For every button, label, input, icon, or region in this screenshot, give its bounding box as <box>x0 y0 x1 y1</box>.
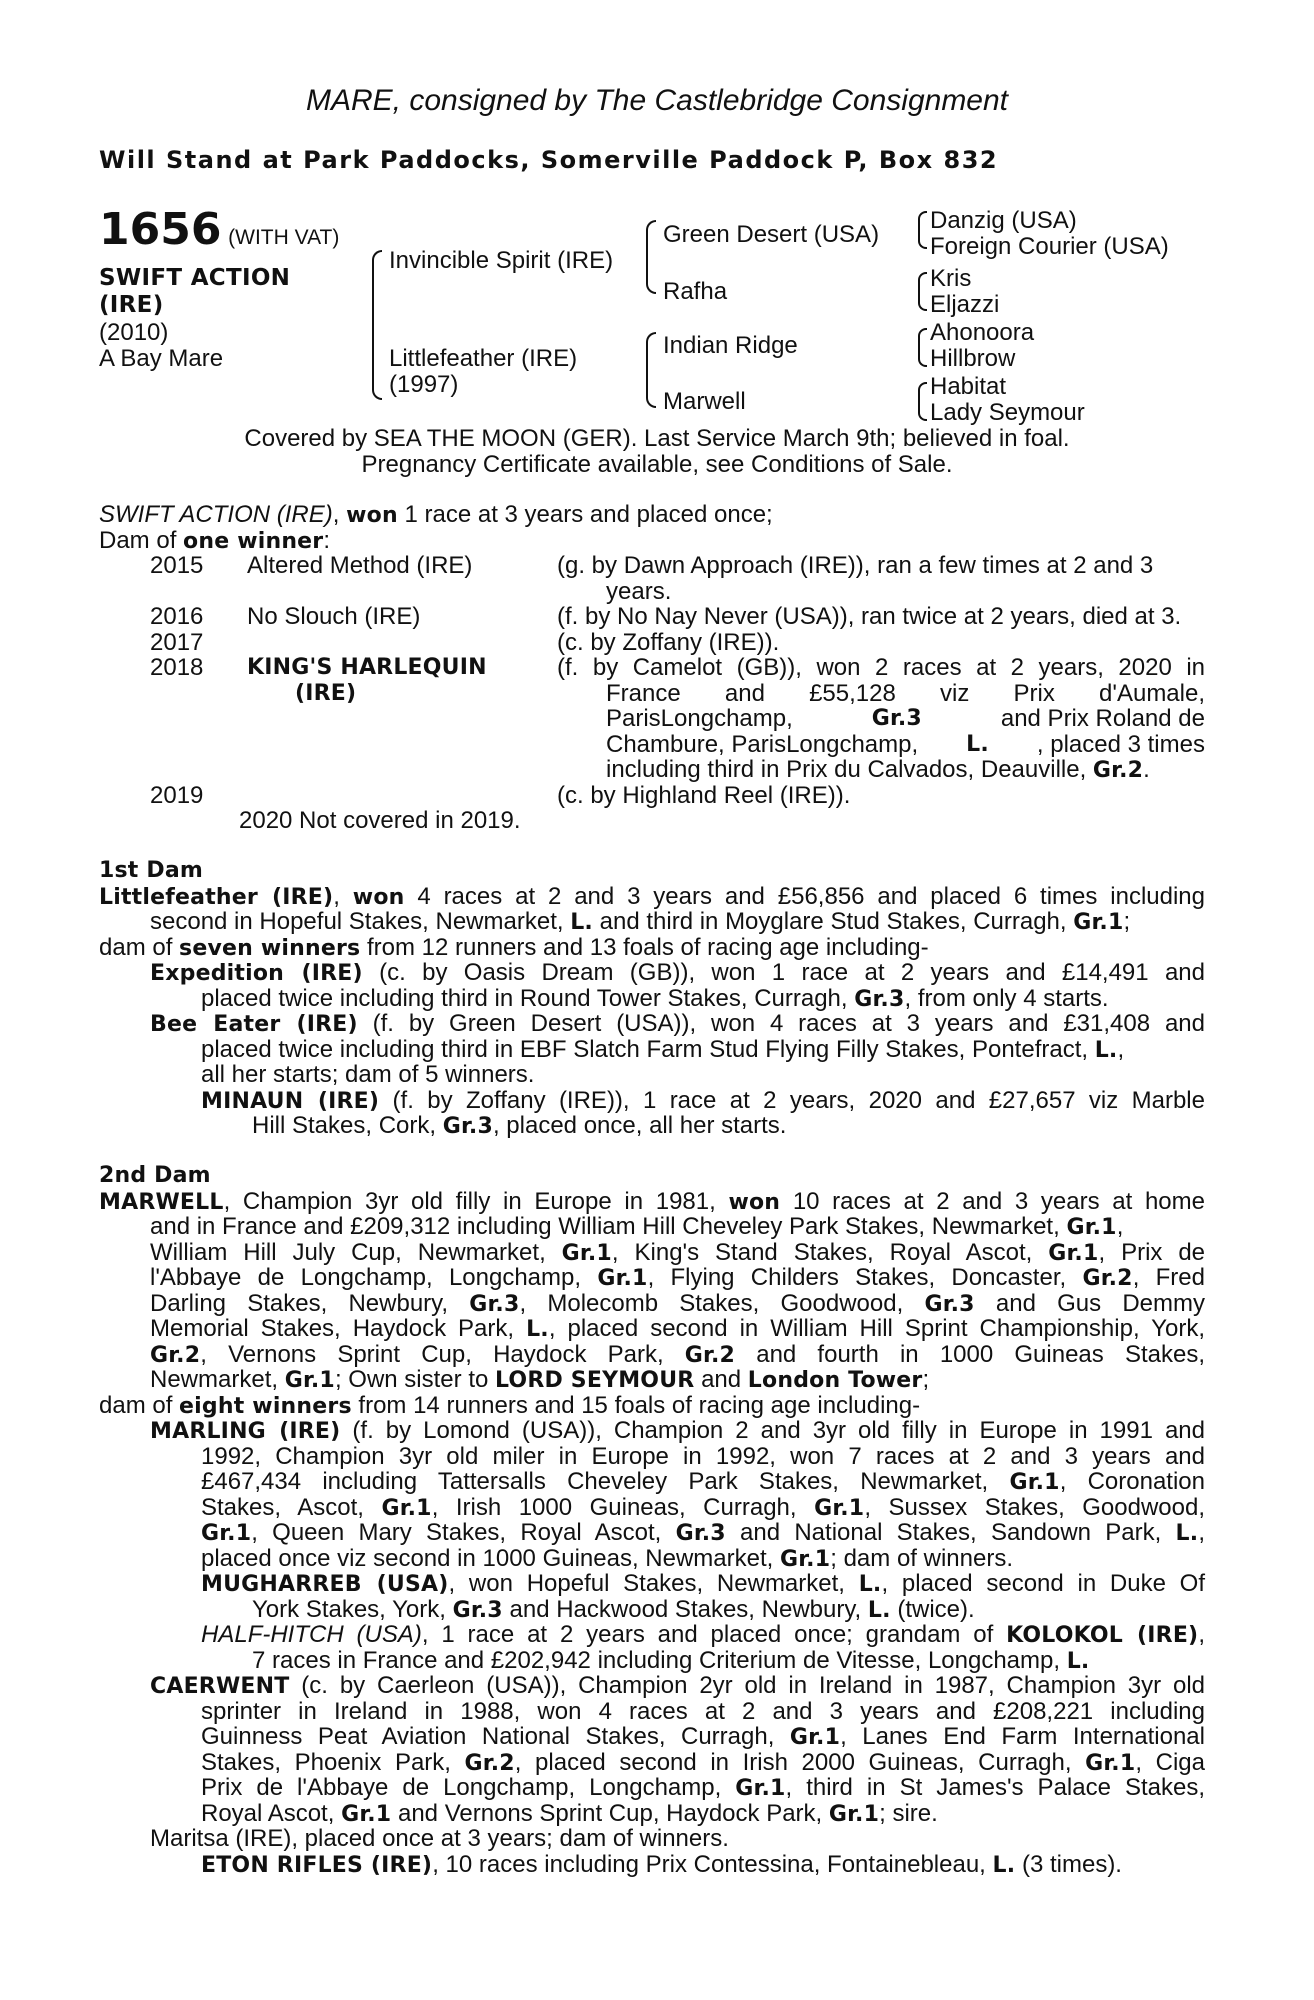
lot-year: (2010) <box>99 319 169 346</box>
progeny-row: 2019 (c. by Highland Reel (IRE)). <box>150 781 851 809</box>
progeny-row: 2016 No Slouch (IRE) (f. by No Nay Never (USA)), ran twice at 2 years, died at 3. <box>150 603 1182 630</box>
lot-number-line <box>99 204 340 255</box>
pedigree-sire-sire: Green Desert (USA) <box>663 221 880 248</box>
pedigree-gg-1: Danzig (USA) <box>930 207 1077 234</box>
covering-line1: Covered by SEA THE MOON (GER). Last Service March 9th; believed in foal. <box>244 425 1070 452</box>
second-dam-heading: 2nd Dam <box>99 1163 211 1188</box>
progeny-row: 2017 (c. by Zoffany (IRE)). <box>150 628 780 656</box>
pedigree-dam-sire: Indian Ridge <box>663 332 798 359</box>
pedigree-bracket-gg3 <box>918 328 927 367</box>
pedigree-sire-dam: Rafha <box>663 278 728 305</box>
pedigree-gg-6: Hillbrow <box>930 345 1016 372</box>
pedigree-dam: Littlefeather (IRE) <box>389 345 578 372</box>
pedigree-bracket-sire <box>646 220 656 294</box>
second-dam-section: 2nd Dam MARWELL, Champion 3yr old filly in Europe in 1981, won 10 races at 2 and 3 years at home and in France and £209,312 including William Hill Cheveley Park Stakes, Newmarket, Gr.1, William Hill July Cup, Newmarket, Gr.1, King's Stand Stakes, Royal Ascot, Gr.1, Prix de l'Abbaye de Longchamp, Longchamp, Gr.1, Flying Childers Stakes, Doncaster, Gr.2, Fred Darling Stakes, Newbury, Gr.3, Molecomb Stakes, Goodwood, Gr.3 and Gus Demmy Memorial Stakes, Haydock Park, L., placed second in William Hill Sprint Championship, York, Gr.2, Vernons Sprint Cup, Haydock Park, Gr.2 and fourth in 1000 Guineas Stakes, Newmarket, Gr.1; Own sister to LORD SEYMOUR and London Tower; dam of eight winners from 14 runners and 15 foals of racing age including- MARLING (IRE) (f. by Lomond (USA)), Champion 2 and 3yr old filly in Europe in 1991 and 1992, Champion 3yr old miler in Europe in 1992, won 7 races at 2 and 3 years and £467,434 including Tattersalls Cheveley Park Stakes, Newmarket, Gr.1, Coronation Stakes, Ascot, Gr.1, Irish 1000 Guineas, Curragh, Gr.1, Sussex Stakes, Goodwood, Gr.1, Queen Mary Stakes, Royal Ascot, Gr.3 and National Stakes, Sandown Park, L., placed once viz second in 1000 Guineas, Newmarket, Gr.1; dam of winners. MUGHARREB (USA), won Hopeful Stakes, Newmarket, L., placed second in Duke Of York Stakes, York, Gr.3 and Hackwood Stakes, Newbury, L. (twice). HALF-HITCH (USA), 1 race at 2 years and placed once; grandam of KOLOKOL (IRE), 7 races in France and £202,942 including Criterium de Vitesse, Longchamp, L. CAERWENT (c. by Caerleon (USA)), Champion 2yr old in Ireland in 1987, Champion 3yr old sprinter in Ireland in 1988, won 4 races at 2 and 3 years and £208,221 including Guinness Peat Aviation National Stakes, Curragh, Gr.1, Lanes End Farm International Stakes, Phoenix Park, Gr.2, placed second in Irish 2000 Guineas, Curragh, Gr.1, Ciga Prix de l'Abbaye de Longchamp, Longchamp, Gr.1, third in St James's Palace Stakes, Royal Ascot, Gr.1 and Vernons Sprint Cup, Haydock Park, Gr.1; sire. Maritsa (IRE), placed once at 3 years; dam of winners. ETON RIFLES (IRE), 10 races including Prix Contessina, Fontainebleau, L. (3 times). <box>99 1163 1206 1878</box>
pedigree-dam-year: (1997) <box>389 371 459 398</box>
stand-location: Will Stand at Park Paddocks, Somerville Paddock P, Box 832 <box>99 146 999 174</box>
lot-name-line1: SWIFT ACTION <box>99 265 291 291</box>
vat-note: (WITH VAT) <box>228 226 340 249</box>
pedigree-gg-8: Lady Seymour <box>930 399 1085 426</box>
pedigree-gg-3: Kris <box>930 265 972 292</box>
page-title: MARE, consigned by The Castlebridge Consignment <box>305 84 1009 117</box>
pedigree-gg-2: Foreign Courier (USA) <box>930 233 1169 260</box>
pedigree-bracket-gg2 <box>918 272 927 311</box>
pedigree-gg-5: Ahonoora <box>930 319 1035 346</box>
pedigree-sire: Invincible Spirit (IRE) <box>389 247 614 274</box>
first-dam-section: 1st Dam Littlefeather (IRE), won 4 races at 2 and 3 years and £56,856 and placed 6 times including second in Hopeful Stakes, Newmarket, L. and third in Moyglare Stud Stakes, Curragh, Gr.1; dam of seven winners from 12 runners and 13 foals of racing age including- Expedition (IRE) (c. by Oasis Dream (GB)), won 1 race at 2 years and £14,491 and placed twice including third in Round Tower Stakes, Curragh, Gr.3, from only 4 starts. Bee Eater (IRE) (f. by Green Desert (USA)), won 4 races at 3 years and £31,408 and placed twice including third in EBF Slatch Farm Stud Flying Filly Stakes, Pontefract, L., all her starts; dam of 5 winners. MINAUN (IRE) (f. by Zoffany (IRE)), 1 race at 2 years, 2020 and £27,657 viz Marble Hill Stakes, Cork, Gr.3, placed once, all her starts. <box>99 858 1205 1139</box>
pedigree-bracket-dam <box>646 332 656 408</box>
covering-line2: Pregnancy Certificate available, see Conditions of Sale. <box>361 451 953 478</box>
pedigree-gg-4: Eljazzi <box>930 291 1000 318</box>
progeny-list: 2015 Altered Method (IRE) (g. by Dawn Approach (IRE)), ran a few times at 2 and 3 years. 2016 No Slouch (IRE) (f. by No Nay Never (USA)), ran twice at 2 years, died at 3. 2017 (c. by Zoffany (IRE)). 2018 KING'S HARLEQUIN (f. by Camelot (GB)), won 2 races at 2 years, 2020 in (IRE) France and £55,128 viz Prix d'Aumale, ParisLongchamp, Gr.3 and Prix Roland de Chambure, ParisLongchamp, L. , placed 3 times including third in Prix du Calvados, Deauville, Gr.2. 2019 (c. by Highland Reel (IRE)). 2020 Not covered in 2019. <box>99 553 1205 834</box>
mare-record: SWIFT ACTION (IRE), won 1 race at 3 years and placed once; Dam of one winner: <box>99 501 773 554</box>
lot-name-line2: (IRE) <box>99 292 164 318</box>
mare-name: SWIFT ACTION (IRE) <box>99 501 333 528</box>
pedigree-bracket-gg4 <box>918 382 927 421</box>
pedigree-dam-dam: Marwell <box>663 388 746 415</box>
progeny-row: 2015 Altered Method (IRE) (g. by Dawn Approach (IRE)), ran a few times at 2 and 3 <box>150 552 1154 579</box>
first-dam-heading: 1st Dam <box>99 858 204 883</box>
pedigree-gg-7: Habitat <box>930 373 1007 400</box>
lot-description: A Bay Mare <box>99 345 224 372</box>
progeny-row: 2018 KING'S HARLEQUIN (f. by Camelot (GB)), won 2 races at 2 years, 2020 in <box>150 654 1205 681</box>
pedigree-bracket-gg1 <box>918 211 927 249</box>
not-covered-note: 2020 Not covered in 2019. <box>239 807 521 834</box>
lot-number: 1656 <box>99 204 222 255</box>
pedigree-bracket-main <box>372 250 382 400</box>
